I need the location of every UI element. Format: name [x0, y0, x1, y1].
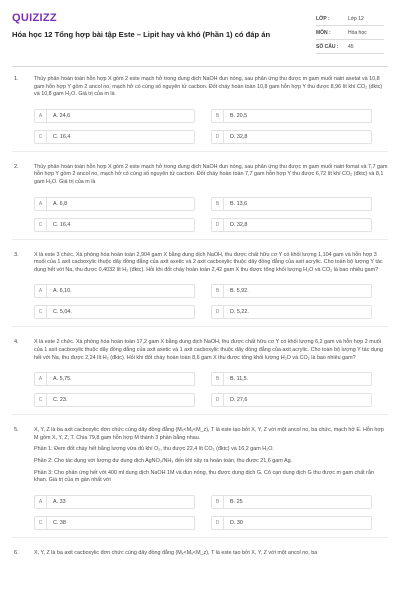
- option-text: A. 6,10.: [53, 288, 72, 295]
- header-divider: [12, 66, 388, 67]
- answer-option[interactable]: [211, 218, 372, 232]
- option-text: D. 30: [230, 519, 243, 526]
- meta-row-subject: [316, 26, 384, 40]
- question-list: [0, 76, 400, 561]
- option-letter: C: [35, 394, 47, 406]
- document-header: [0, 0, 400, 64]
- answer-options: [34, 197, 388, 232]
- question-paragraph: Phần 1: Đem đốt cháy hết bằng lượng vừa đủ khí O₂, thu được 22,4 lít CO₂ (đktc) và 16,2 gam H₂O.: [34, 446, 274, 453]
- meta-value: 45: [348, 43, 354, 50]
- option-letter: C: [35, 306, 47, 318]
- answer-options: [34, 372, 388, 407]
- option-letter: A: [35, 110, 47, 122]
- answer-options: [34, 109, 388, 144]
- answer-option[interactable]: [34, 109, 195, 123]
- answer-option[interactable]: [211, 197, 372, 211]
- answer-option[interactable]: [34, 218, 195, 232]
- question-item: [0, 252, 400, 320]
- option-text: C. 5,04.: [53, 309, 72, 316]
- answer-option[interactable]: [211, 130, 372, 144]
- option-letter: D: [212, 131, 224, 143]
- option-text: A. 33: [53, 498, 66, 505]
- question-divider: [12, 414, 388, 415]
- option-row: [34, 372, 388, 386]
- question-item: [0, 427, 400, 530]
- question-paragraph: X, Y, Z là ba axit cacboxylic đơn chức cùng dãy đồng đẳng (Mₓ<Mᵧ<M_z), T là este tạo bởi X, Y, Z với một ancol no, ba: [34, 549, 318, 556]
- question-number: 5.: [14, 427, 19, 434]
- question-paragraph: X, Y, Z là ba axit cacboxylic đơn chức cùng dãy đồng đẳng (Mₓ<Mᵧ<M_z), T là este tạo bởi X, Y, Z với một ancol no, ba chức, mạch hở E. Hỗn hợp M gồm X, Y, Z, T. Chia 79,8 gam hỗn hợp M thành 3 phần bằng nhau.: [34, 427, 384, 441]
- question-divider: [12, 537, 388, 538]
- meta-label: LỚP :: [316, 15, 330, 22]
- meta-row-count: [316, 40, 384, 54]
- option-text: B. 5,92.: [230, 288, 249, 295]
- option-letter: C: [35, 219, 47, 231]
- option-text: B. 11,5.: [230, 376, 249, 383]
- option-text: C. 16,4: [53, 221, 71, 228]
- question-text: [34, 550, 388, 558]
- question-number: 2.: [14, 163, 19, 170]
- option-text: B. 13,6: [230, 200, 248, 207]
- meta-panel: [316, 12, 384, 54]
- option-text: D. 5,22.: [230, 309, 249, 316]
- meta-label: SỐ CÂU :: [316, 43, 339, 50]
- option-text: C. 16,4: [53, 133, 71, 140]
- option-text: C. 23.: [53, 397, 68, 404]
- option-text: D. 32,8: [230, 133, 248, 140]
- question-item: [0, 76, 400, 144]
- option-letter: B: [212, 110, 224, 122]
- question-paragraph: X là este 2 chức. Xà phòng hóa hoàn toàn 17,2 gam X bằng dung dịch NaOH, thu được chất hữu cơ Y có khối lượng 6,2 gam và hỗn hợp 2 muối của 1 axit cacboxylic thuộc dãy đồng đẳng của axit axetic và 1 axit cacboxylic thuộc dãy đồng đẳng của axit acrylic. Cho toàn bộ lượng Y tác dụng hết với Na, thu được 2,24 lít H₂ (đktc). Hỏi khi đốt cháy hoàn toàn 8,6 gam X thu được tổng khối lượng H₂O và CO₂ là bao nhiêu gam?: [34, 339, 383, 361]
- option-letter: C: [35, 517, 47, 529]
- option-letter: A: [35, 285, 47, 297]
- meta-row-grade: [316, 12, 384, 26]
- option-letter: D: [212, 306, 224, 318]
- question-divider: [12, 151, 388, 152]
- answer-option[interactable]: [211, 516, 372, 530]
- answer-option[interactable]: [211, 393, 372, 407]
- answer-option[interactable]: [34, 197, 195, 211]
- option-text: D. 32,8: [230, 221, 248, 228]
- option-letter: D: [212, 517, 224, 529]
- option-letter: B: [212, 373, 224, 385]
- question-text: [34, 339, 388, 362]
- question-number: 3.: [14, 251, 19, 258]
- option-letter: B: [212, 496, 224, 508]
- answer-option[interactable]: [34, 372, 195, 386]
- answer-option[interactable]: [34, 305, 195, 319]
- question-paragraph: Thủy phân hoàn toàn hỗn hợp X gồm 2 este mạch hở trong dung dịch NaOH đun nóng, sau phản ứng thu được m gam muối natri axetat và 10,8 gam hỗn hợp Y gồm 2 ancol no, mạch hở có cùng số nguyên tử cacbon. Đốt cháy hoàn toàn 10,8 gam hỗn hợp Y thu được 8,96 lít khí CO₂ (đktc) và 10,8 gam H₂O. Giá trị của m là: [34, 76, 383, 98]
- option-letter: D: [212, 219, 224, 231]
- question-item: [0, 164, 400, 232]
- option-row: [34, 393, 388, 407]
- answer-option[interactable]: [211, 495, 372, 509]
- option-text: B. 20,5: [230, 112, 248, 119]
- question-paragraph: Thủy phân hoàn toàn hỗn hợp X gồm 2 este mạch hở trong dung dịch NaOH đun nóng, sau phản ứng thu được m gam muối natri fomat và 7,7 gam hỗn hợp Y gồm 2 ancol no, mạch hở có cùng số nguyên tử cacbon. Đốt cháy hoàn toàn 7,7 gam hỗn hợp Y thu được 6,72 lít khí CO₂ (đktc) và 8,1 gam H₂O. Giá trị của m là: [34, 163, 388, 185]
- answer-option[interactable]: [211, 284, 372, 298]
- quizizz-logo[interactable]: QUIZIZZ: [12, 12, 57, 24]
- question-paragraph: Phần 3: Cho phản ứng hết với 400 ml dung dịch NaOH 1M và đun nóng, thu được dung dịch G. Cô cạn dung dịch G thu được m gam chất rắn khan. Giá trị của m gần nhất với: [34, 469, 374, 484]
- option-letter: C: [35, 131, 47, 143]
- answer-option[interactable]: [211, 305, 372, 319]
- option-row: [34, 218, 388, 232]
- option-text: A. 24,6: [53, 112, 71, 119]
- option-text: C. 38: [53, 519, 66, 526]
- option-letter: A: [35, 496, 47, 508]
- answer-option[interactable]: [211, 372, 372, 386]
- question-paragraph: Phần 2: Cho tác dụng với lượng dư dung dịch AgNO₃/NH₃ đến khi xảy ra hoàn toàn, thu được 21,6 gam Ag.: [34, 457, 293, 464]
- answer-option[interactable]: [34, 516, 195, 530]
- answer-options: [34, 284, 388, 319]
- option-text: D. 27,6: [230, 397, 248, 404]
- answer-option[interactable]: [34, 284, 195, 298]
- question-number: 6.: [14, 549, 19, 556]
- option-row: [34, 305, 388, 319]
- meta-value: Lớp 12: [348, 15, 364, 22]
- answer-option[interactable]: [34, 495, 195, 509]
- option-row: [34, 516, 388, 530]
- option-row: [34, 197, 388, 211]
- meta-value: Hóa học: [348, 29, 367, 36]
- option-letter: A: [35, 373, 47, 385]
- option-row: [34, 495, 388, 509]
- answer-option[interactable]: [211, 109, 372, 123]
- option-letter: A: [35, 198, 47, 210]
- option-row: [34, 284, 388, 298]
- option-letter: D: [212, 394, 224, 406]
- option-row: [34, 130, 388, 144]
- answer-option[interactable]: [34, 393, 195, 407]
- question-item: [0, 550, 400, 558]
- question-number: 4.: [14, 339, 19, 346]
- answer-options: [34, 495, 388, 530]
- option-row: [34, 109, 388, 123]
- question-text: [34, 164, 388, 187]
- question-text: [34, 427, 388, 485]
- question-paragraph: X là este 3 chức. Xà phòng hóa hoàn toàn 2,904 gam X bằng dung dịch NaOH, thu được chất hữu cơ Y có khối lượng 1,104 gam và hỗn hợp 3 muối của 1 axit cacboxylic thuộc dãy đồng đẳng của axit axetic và 2 axit cacboxylic thuộc dãy đồng đẳng của axit acrylic. Cho toàn bộ lượng Y tác dụng hết với Na, thu được 0,4032 lít H₂ (đktc). Hỏi khi đốt cháy hoàn toàn 2,42 gam X thu được tổng khối lượng H₂O và CO₂ là bao nhiêu gam?: [34, 251, 383, 273]
- question-item: [0, 339, 400, 407]
- answer-option[interactable]: [34, 130, 195, 144]
- question-number: 1.: [14, 76, 19, 82]
- page-title: Hóa học 12 Tổng hợp bài tập Este – Lipit hay và khó (Phần 1) có đáp án: [12, 30, 271, 39]
- question-divider: [12, 239, 388, 240]
- option-text: A. 6,8: [53, 200, 68, 207]
- question-text: [34, 252, 388, 275]
- option-letter: B: [212, 285, 224, 297]
- meta-label: MÔN :: [316, 29, 331, 36]
- option-text: B. 25: [230, 498, 243, 505]
- option-letter: B: [212, 198, 224, 210]
- question-text: [34, 76, 388, 99]
- option-text: A. 5,75.: [53, 376, 72, 383]
- question-divider: [12, 326, 388, 327]
